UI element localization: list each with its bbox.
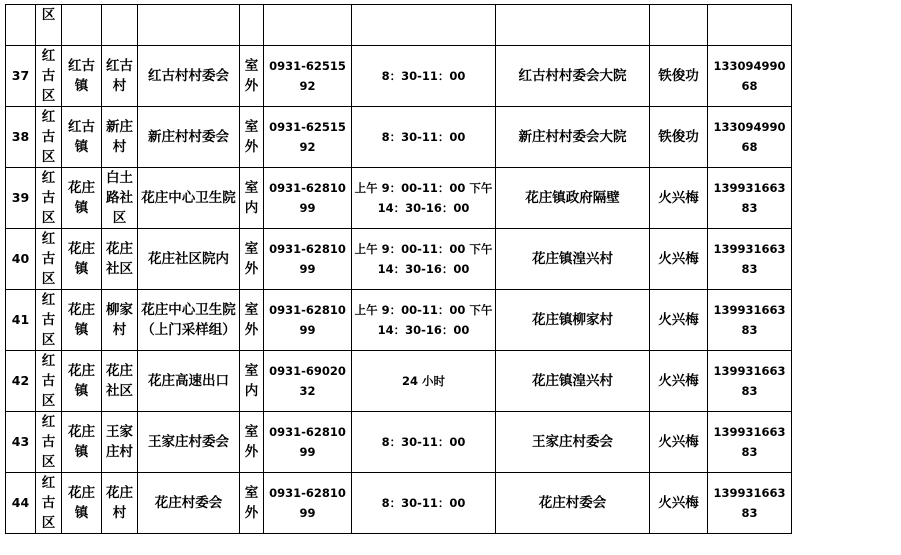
cell-contact: 铁俊功 — [650, 107, 708, 168]
cell-indoor-outdoor: 室内 — [240, 351, 264, 412]
cell-index: 42 — [6, 351, 36, 412]
cell-site: 新庄村村委会 — [138, 107, 240, 168]
cell-mobile: 13309499068 — [708, 107, 792, 168]
cell-mobile: 13993166383 — [708, 412, 792, 473]
cell-time: 上午 9：00-11：00 下午 14：30-16：00 — [352, 229, 496, 290]
cell-indoor-outdoor: 室外 — [240, 473, 264, 534]
cell-district: 红古区 — [36, 290, 62, 351]
cell-mobile: 13993166383 — [708, 229, 792, 290]
cell-time: 8：30-11：00 — [352, 412, 496, 473]
cell-site: 花庄中心卫生院（上门采样组） — [138, 290, 240, 351]
cell-district: 红古区 — [36, 412, 62, 473]
cell-town: 花庄镇 — [62, 351, 102, 412]
cell-district: 区 — [36, 5, 62, 46]
cell-town — [62, 5, 102, 46]
cell-contact: 火兴梅 — [650, 351, 708, 412]
cell-indoor-outdoor: 室外 — [240, 229, 264, 290]
cell-time: 24 小时 — [352, 351, 496, 412]
cell-contact: 铁俊功 — [650, 46, 708, 107]
cell-index: 39 — [6, 168, 36, 229]
cell-district: 红古区 — [36, 168, 62, 229]
cell-site: 花庄中心卫生院 — [138, 168, 240, 229]
cell-mobile: 13993166383 — [708, 473, 792, 534]
cell-index: 41 — [6, 290, 36, 351]
table-row — [6, 46, 792, 107]
cell-time: 8：30-11：00 — [352, 473, 496, 534]
cell-address: 花庄镇湟兴村 — [496, 229, 650, 290]
cell-village: 白土路社区 — [102, 168, 138, 229]
cell-contact: 火兴梅 — [650, 229, 708, 290]
cell-village: 王家庄村 — [102, 412, 138, 473]
cell-village: 柳家村 — [102, 290, 138, 351]
cell-site: 花庄高速出口 — [138, 351, 240, 412]
cell-village: 花庄村 — [102, 473, 138, 534]
cell-phone — [264, 5, 352, 46]
cell-village — [102, 5, 138, 46]
cell-village: 红古村 — [102, 46, 138, 107]
table-row-partial — [6, 5, 792, 46]
cell-time: 8：30-11：00 — [352, 46, 496, 107]
cell-index: 38 — [6, 107, 36, 168]
cell-phone: 0931-6251592 — [264, 46, 352, 107]
cell-address: 花庄镇柳家村 — [496, 290, 650, 351]
cell-mobile: 13309499068 — [708, 46, 792, 107]
cell-address — [496, 5, 650, 46]
table-row — [6, 290, 792, 351]
cell-phone: 0931-6251592 — [264, 107, 352, 168]
cell-phone: 0931-6281099 — [264, 229, 352, 290]
cell-indoor-outdoor: 室外 — [240, 412, 264, 473]
cell-town: 花庄镇 — [62, 168, 102, 229]
cell-town: 红古镇 — [62, 46, 102, 107]
cell-mobile: 13993166383 — [708, 168, 792, 229]
cell-district: 红古区 — [36, 46, 62, 107]
cell-contact: 火兴梅 — [650, 473, 708, 534]
cell-indoor-outdoor: 室外 — [240, 290, 264, 351]
cell-site: 红古村村委会 — [138, 46, 240, 107]
cell-phone: 0931-6281099 — [264, 168, 352, 229]
cell-district: 红古区 — [36, 473, 62, 534]
cell-address: 花庄村委会 — [496, 473, 650, 534]
cell-indoor-outdoor: 室内 — [240, 168, 264, 229]
cell-town: 花庄镇 — [62, 473, 102, 534]
table-row — [6, 351, 792, 412]
testing-sites-table — [5, 4, 792, 534]
cell-address: 新庄村村委会大院 — [496, 107, 650, 168]
cell-time: 8：30-11：00 — [352, 107, 496, 168]
cell-index: 44 — [6, 473, 36, 534]
table-row — [6, 229, 792, 290]
cell-mobile: 13993166383 — [708, 351, 792, 412]
cell-contact: 火兴梅 — [650, 290, 708, 351]
cell-mobile: 13993166383 — [708, 290, 792, 351]
cell-phone: 0931-6902032 — [264, 351, 352, 412]
cell-address: 花庄镇湟兴村 — [496, 351, 650, 412]
cell-indoor-outdoor: 室外 — [240, 107, 264, 168]
cell-site — [138, 5, 240, 46]
cell-time: 上午 9：00-11：00 下午 14：30-16：00 — [352, 290, 496, 351]
cell-contact: 火兴梅 — [650, 412, 708, 473]
cell-address: 花庄镇政府隔壁 — [496, 168, 650, 229]
cell-index: 40 — [6, 229, 36, 290]
cell-mobile — [708, 5, 792, 46]
table-row — [6, 412, 792, 473]
cell-time — [352, 5, 496, 46]
cell-index: 37 — [6, 46, 36, 107]
cell-town: 花庄镇 — [62, 229, 102, 290]
cell-index: 43 — [6, 412, 36, 473]
cell-site: 花庄社区院内 — [138, 229, 240, 290]
cell-site: 王家庄村委会 — [138, 412, 240, 473]
cell-town: 花庄镇 — [62, 290, 102, 351]
cell-contact — [650, 5, 708, 46]
cell-contact: 火兴梅 — [650, 168, 708, 229]
cell-village: 花庄社区 — [102, 229, 138, 290]
table-row — [6, 168, 792, 229]
cell-address: 红古村村委会大院 — [496, 46, 650, 107]
cell-address: 王家庄村委会 — [496, 412, 650, 473]
cell-village: 新庄村 — [102, 107, 138, 168]
cell-district: 红古区 — [36, 351, 62, 412]
cell-town: 红古镇 — [62, 107, 102, 168]
cell-time: 上午 9：00-11：00 下午 14：30-16：00 — [352, 168, 496, 229]
cell-district: 红古区 — [36, 229, 62, 290]
cell-phone: 0931-6281099 — [264, 290, 352, 351]
cell-town: 花庄镇 — [62, 412, 102, 473]
cell-indoor-outdoor: 室外 — [240, 46, 264, 107]
cell-index — [6, 5, 36, 46]
cell-phone: 0931-6281099 — [264, 473, 352, 534]
cell-district: 红古区 — [36, 107, 62, 168]
cell-site: 花庄村委会 — [138, 473, 240, 534]
table-row — [6, 107, 792, 168]
cell-phone: 0931-6281099 — [264, 412, 352, 473]
cell-indoor-outdoor — [240, 5, 264, 46]
table-row — [6, 473, 792, 534]
cell-village: 花庄社区 — [102, 351, 138, 412]
